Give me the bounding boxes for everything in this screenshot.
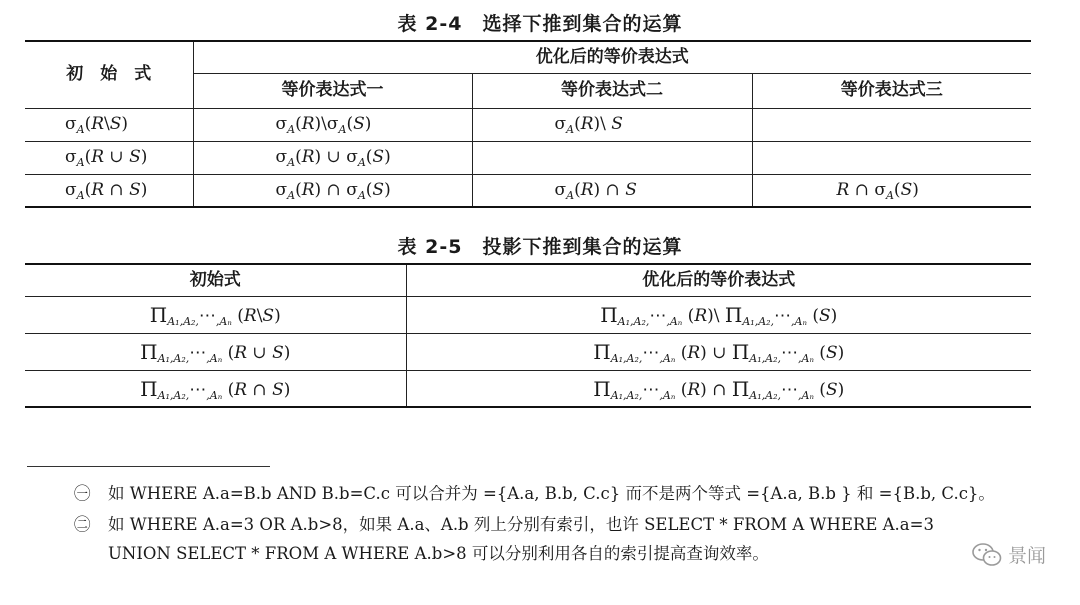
table1-cell-expr2: $\sigma_A(R)$ ∩ S bbox=[472, 174, 752, 207]
table1-subheader-expr3: 等价表达式三 bbox=[840, 80, 943, 100]
footnote-2-text-line1: 如 WHERE A.a=3 OR A.b>8，如果 A.a、A.b 列上分别有索引，也许 SELECT * FROM A WHERE A.a=3 bbox=[108, 515, 934, 534]
table2-caption bbox=[0, 232, 1080, 259]
table1-cell-expr1: $\sigma_A(R)$ ∪ $\sigma_A(S)$ bbox=[193, 141, 472, 174]
footnote-2-continued bbox=[108, 546, 769, 563]
table-row bbox=[25, 141, 1031, 174]
table2-cell-optimized: $\Pi_{A_1,A_2,}\cdots_{,A_n}$ (R)\ $\Pi_{A_1,A_2,}\cdots_{,A_n}$ (S) bbox=[600, 303, 838, 328]
footnote-2 bbox=[74, 517, 934, 534]
footnote-1 bbox=[74, 486, 995, 503]
table2-cell-initial: $\Pi_{A_1,A_2,}\cdots_{,A_n}$ (R ∪ S) bbox=[25, 333, 406, 370]
table-row bbox=[25, 333, 1031, 370]
table1-subheader-expr1: 等价表达式一 bbox=[193, 73, 472, 108]
table-row bbox=[25, 108, 1031, 141]
table2-cell-initial: $\Pi_{A_1,A_2,}\cdots_{,A_n}$ (R\S) bbox=[25, 296, 406, 333]
table1-cell-expr3 bbox=[752, 108, 1031, 141]
watermark-text: 景闻 bbox=[1007, 545, 1046, 567]
table2-caption-title: 投影下推到集合的运算 bbox=[482, 236, 683, 258]
wechat-icon bbox=[972, 542, 1002, 568]
table1-cell-expr2 bbox=[472, 141, 752, 174]
table1-cell-expr1: $\sigma_A(R)\backslash\sigma_A(S)$ bbox=[193, 108, 472, 141]
footnote-mark-2: ㊁ bbox=[74, 515, 91, 534]
table1-caption-number: 表 2-4 bbox=[397, 13, 463, 35]
table-row bbox=[25, 174, 1031, 207]
footnote-2-text-line2: UNION SELECT * FROM A WHERE A.b>8 可以分别利用各自的索引提高查询效率。 bbox=[108, 544, 769, 563]
table2-optimized-header: 优化后的等价表达式 bbox=[642, 269, 796, 290]
watermark bbox=[972, 541, 1046, 568]
table2-cell-initial: $\Pi_{A_1,A_2,}\cdots_{,A_n}$ (R ∩ S) bbox=[25, 370, 406, 407]
table1-cell-expr2: $\sigma_A(R)\backslash$ S bbox=[472, 108, 752, 141]
table2-caption-number: 表 2-5 bbox=[397, 236, 463, 258]
table1-cell-initial: $\sigma_A(R$ ∪ S) bbox=[25, 141, 193, 174]
table-row bbox=[25, 296, 1031, 333]
table1-initial-header: 初 始 式 bbox=[25, 41, 193, 108]
table2-cell-optimized: $\Pi_{A_1,A_2,}\cdots_{,A_n}$ (R) ∪ $\Pi_{A_1,A_2,}\cdots_{,A_n}$ (S) bbox=[593, 340, 845, 365]
footnote-1-text: 如 WHERE A.a=B.b AND B.b=C.c 可以合并为 ={A.a, B.b, C.c} 而不是两个等式 ={A.a, B.b } 和 ={B.b, C.c}。 bbox=[108, 484, 995, 503]
table-row bbox=[25, 370, 1031, 407]
table1 bbox=[25, 40, 1031, 208]
table1-subheader-expr2: 等价表达式二 bbox=[472, 73, 752, 108]
table1-cell-expr1: $\sigma_A(R)$ ∩ $\sigma_A(S)$ bbox=[193, 174, 472, 207]
table1-caption-title: 选择下推到集合的运算 bbox=[482, 13, 683, 35]
table1-cell-initial: $\sigma_A(R$ ∩ S) bbox=[25, 174, 193, 207]
table2-cell-optimized: $\Pi_{A_1,A_2,}\cdots_{,A_n}$ (R) ∩ $\Pi_{A_1,A_2,}\cdots_{,A_n}$ (S) bbox=[593, 376, 845, 402]
table1-cell-initial: $\sigma_A(R\backslash S)$ bbox=[25, 108, 193, 141]
table1-optimized-header: 优化后的等价表达式 bbox=[535, 46, 689, 67]
table1-cell-expr3 bbox=[752, 141, 1031, 174]
table2-initial-header: 初始式 bbox=[25, 264, 406, 296]
footnote-mark-1: ㊀ bbox=[74, 484, 91, 503]
table1-cell-expr3: R ∩ $\sigma_A(S)$ bbox=[836, 179, 919, 202]
table2 bbox=[25, 263, 1031, 408]
table1-caption bbox=[0, 9, 1080, 36]
footnote-divider bbox=[27, 466, 270, 467]
